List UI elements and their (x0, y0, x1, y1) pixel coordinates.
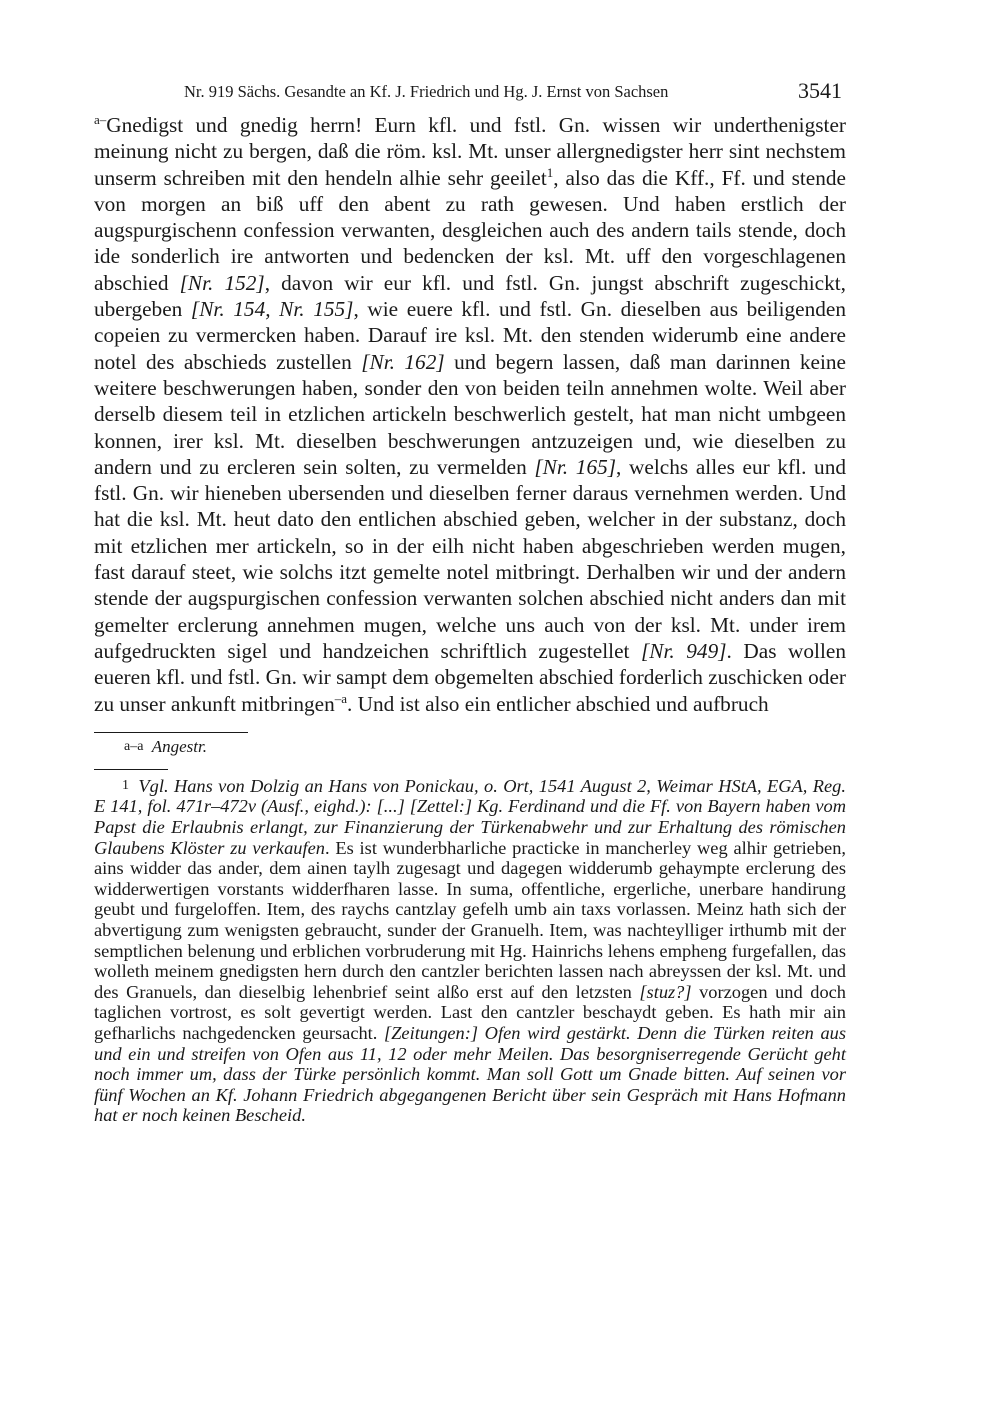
footnote-1-italic-run: [stuz?] (639, 981, 692, 1002)
body-text-run: und begern lassen, daß man darinnen keine weitere beschwerungen haben, sonder den von beiden teiln annehmen wolte. Weil aber derselb diesem teil in etzlichen artickeln beschwerlich gestelt, hat man nicht umbgeen konnen, irer ksl. Mt. dieselben beschwerungen antzuzeigen und, wie dieselben zu andern und zu ercleren sein solten, zu vermelden (94, 349, 846, 479)
footnote-a (94, 737, 846, 757)
body-text-run: Gnedigst und gnedig herrn! Eurn kfl. und fstl. Gn. wissen wir underthenigster meinung nicht zu bergen, daß die röm. ksl. Mt. unser allergnedigster herr sint nechstem unserm schreiben mit den hendeln alhie sehr geeilet (94, 113, 846, 190)
body-italic-run: [Nr. 949] (641, 638, 727, 663)
page (94, 78, 846, 1126)
running-head-title: Nr. 919 Sächs. Gesandte an Kf. J. Friedrich und Hg. J. Ernst von Sachsen (184, 82, 669, 101)
footnote-a-text: Angestr. (151, 736, 207, 756)
running-head (94, 78, 846, 112)
page-number: 3541 (798, 78, 842, 103)
body-mark: –a (334, 690, 347, 706)
footnote-divider-a (94, 732, 248, 733)
body-text-run: , wie euere kfl. und fstl. Gn. dieselben aus beiligenden copeien zu vermercken haben. Darauf ire ksl. Mt. den stenden widerumb eine andere notel des abschieds zustellen (94, 297, 846, 374)
body-italic-run: [Nr. 152] (179, 270, 265, 295)
footnote-1-text-run: vorzogen und doch taglichen vortrost, es solt gevertigt werden. Last den cantzler beschaydt geben. Es hath mir ain gefharlichs nachgedencken geursacht. (94, 981, 846, 1043)
body-italic-run: [Nr. 154, Nr. 155] (190, 297, 354, 322)
body-paragraph (94, 112, 846, 717)
body-text-run: . Das wollen eueren kfl. und fstl. Gn. wir sampt dem obgemelten abschied forderlich zuschicken oder zu unser ankunft mitbringen (94, 638, 846, 716)
body-mark: 1 (546, 164, 554, 180)
body-text-run: . Und ist also ein entlicher abschied und aufbruch (347, 691, 769, 716)
footnote-1-text (94, 776, 846, 1126)
body-text-run: , welchs alles eur kfl. und fstl. Gn. wir hieneben ubersenden und dieselben ferner daraus vernehmen werden. Und hat die ksl. Mt. heut dato den entlichen abschied geben, welcher in der substanz, doch mit etzlichen mer artickeln, so in der eilh nicht haben abgeschrieben werden mugen, fast darauf steet, wie solchs itzt gemelte notel mitbringt. Derhalben wir und der andern stende der augspurgischen confession verwanten solchen abschied nicht anders dan mit gemelter erclerung annehmen mugen, welche uns auch von der ksl. Mt. under irem aufgedruckten sigel und handzeichen schriftlich zugestellet (94, 454, 847, 663)
footnote-1-italic-run: [Zeitungen:] Ofen wird gestärkt. Denn die Türken reiten aus und ein und streifen von Ofen aus 11, 12 oder mehr Meilen. Das besorgniserregende Gerücht geht noch immer um, dass der Türke persönlich kommt. Man soll Gott um Gnade bitten. Auf seinen vor fünf Wochen an Kf. Johann Friedrich abgegangenen Bericht über sein Gespräch mit Hans Hofmann hat er noch keinen Bescheid. (94, 1022, 846, 1126)
footnote-a-mark: a–a (124, 738, 144, 754)
body-text-run: , also das die Kff., Ff. und stende von morgen an biß uff den abent zu rath gewesen. Und haben erstlich der augspurgischenn confession verwanten, desgleichen auch des andern tails stende, doch ide sonderlich ire antworten und bedencken der ksl. Mt. uff den vorgeschlagenen abschied (94, 165, 846, 295)
footnote-1-mark: 1 (122, 777, 129, 793)
footnote-1-italic-run: Vgl. Hans von Dolzig an Hans von Ponickau, o. Ort, 1541 August 2, Weimar HStA, EGA, Reg. E 141, fol. 471r–472v (Ausf., eighd.): [...] [Zettel:] Kg. Ferdinand und die Ff. von Bayern haben vom Papst die Erlaubnis erlangt, zur Finanzierung der Türkenabwehr und zur Erhaltung des römischen Glaubens Klöster zu verkaufen (94, 775, 846, 858)
body-text-run: , davon wir eur kfl. und fstl. Gn. jungst abschrift zugeschickt, ubergeben (94, 270, 846, 322)
footnote-1-text-run: . Es ist wunderbharliche practicke in mancherley weg alhir getrieben, ains widder das ander, dem ainen taylh zugesagt und dagegen widderumb gehaympte erclerung des widderwertigen vorstants widderfharen lasse. In suma, offentliche, ergerliche, unerbare handirung geubt und furgeloffen. Item, des raychs cantzlay gefelh umb ain taxs vorlassen. Meinz hath sich der abvertigung zum wenigsten gebraucht, sunder der Granuelh. Item, was nachteylliger irthumb mit der semptlichen belenung und erblichen vorbruderung mit Hg. Hainrichs lehens empheng furgefallen, das wolleth meinem gnedigsten hern durch den cantzler berichten lassen nach abreyssen der ksl. Mt. und des Granuels, dan dieselbig lehenbrief seint alßo erst auf den letzsten (94, 837, 846, 1002)
footnote-1 (94, 776, 846, 1126)
body-italic-run: [Nr. 165] (534, 454, 617, 479)
body-italic-run: [Nr. 162] (361, 349, 445, 374)
body-mark: a– (94, 111, 107, 127)
footnote-divider-1 (94, 769, 168, 770)
